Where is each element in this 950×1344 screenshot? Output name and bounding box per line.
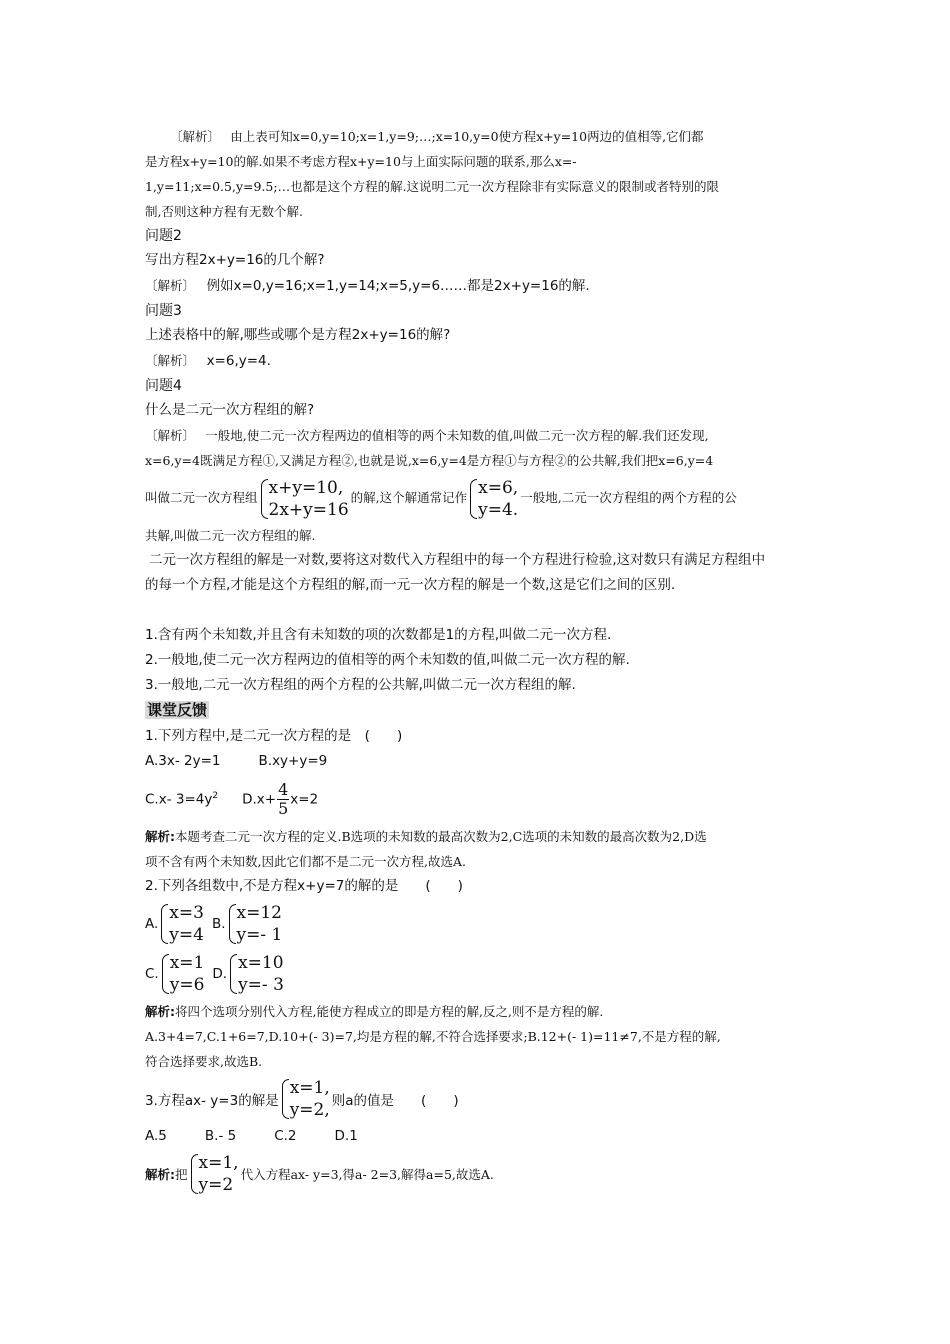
- feedback-q1-options-ab: [145, 749, 805, 774]
- option-c: C.2: [274, 1128, 297, 1144]
- equation-system: x=12 y=- 1: [228, 902, 283, 946]
- feedback-q1-solution: [145, 824, 805, 849]
- analysis-block-3: [145, 348, 805, 374]
- solution-label: 解析:: [145, 829, 175, 844]
- option-b: B. x=12 y=- 1: [211, 903, 283, 945]
- analysis-line: 是方程x+y=10的解.如果不考虑方程x+y=10与上面实际问题的联系,那么x=-: [145, 154, 577, 169]
- option-c: C.x- $3=4y^2$: [145, 790, 219, 808]
- question-text: 上述表格中的解,哪些或哪个是方程2x+y=16的解?: [145, 327, 451, 343]
- key-point: 1.含有两个未知数,并且含有未知数的项的次数都是1的方程,叫做二元一次方程.: [145, 627, 612, 643]
- section-heading: [145, 698, 805, 724]
- equation-system: x=1, y=2,: [281, 1077, 330, 1121]
- analysis-label: 〔解析〕: [145, 278, 189, 293]
- solution-text: 本题考查二元一次方程的定义.B选项的未知数的最高次数为2,C选项的未知数的最高次数为2,D选: [175, 829, 707, 844]
- question-title: 问题4: [145, 378, 182, 394]
- solution-text: 代入方程ax- y=3,得a- 2=3,解得a=5,故选A.: [240, 1167, 494, 1182]
- feedback-q2-solution: [145, 999, 805, 1024]
- question-text: 什么是二元一次方程组的解?: [145, 402, 315, 418]
- analysis-block-4: [145, 423, 805, 448]
- solution-label: 解析:: [145, 1167, 175, 1182]
- option-a: A.5: [145, 1128, 167, 1144]
- analysis-line: 1,y=11;x=0.5,y=9.5;…也都是这个方程的解.这说明二元一次方程除非有实际意义的限制或者特别的限: [145, 179, 720, 194]
- equation-system: x=10 y=- 3: [229, 952, 284, 996]
- analysis-text: x=6,y=4.: [206, 353, 271, 369]
- solution-line: A.3+4=7,C.1+6=7,D.10+(- 3)=7,均是方程的解,不符合选择要求;B.12+(- 1)=11≠7,不是方程的解,: [145, 1029, 721, 1044]
- equation-system: x+y=10, 2x+y=16: [260, 477, 349, 521]
- analysis-label: 〔解析〕: [170, 129, 214, 144]
- analysis-line-with-systems: [145, 473, 805, 523]
- feedback-q3-stem: 3.方程ax- y=3的解是 x=1, y=2, 则a的值是 ( ): [145, 1078, 459, 1120]
- fraction: $\frac{4}{5}$: [278, 779, 289, 818]
- equation-system: x=1 y=6: [161, 952, 205, 996]
- document-page: [145, 124, 805, 1199]
- feedback-q2-options-cd: [145, 949, 805, 999]
- feedback-title: 课堂反馈: [147, 701, 208, 719]
- summary-line: 的每一个方程,才能是这个方程组的解,而一元一次方程的解是一个数,这是它们之间的区别.: [145, 577, 676, 593]
- solution-line: 项不含有两个未知数,因此它们都不是二元一次方程,故选A.: [145, 854, 466, 869]
- summary-line: 二元一次方程组的解是一对数,要将这对数代入方程组中的每一个方程进行检验,这对数只有满足方程组中: [149, 552, 766, 568]
- analysis-line: 共解,叫做二元一次方程组的解.: [145, 528, 316, 543]
- equation-system: x=3 y=4: [160, 902, 204, 946]
- key-point: 3.一般地,二元一次方程组的两个方程的公共解,叫做二元一次方程组的解.: [145, 677, 576, 693]
- feedback-q2-options-ab: [145, 899, 805, 949]
- analysis-line: 制,否则这种方程有无数个解.: [145, 204, 303, 219]
- option-d: D.x+ $\frac{4}{5}$ x=2: [242, 779, 319, 818]
- solution-label: 解析:: [145, 1004, 175, 1019]
- option-b: B.xy+y=9: [258, 753, 328, 769]
- analysis-text: 一般地,使二元一次方程两边的值相等的两个未知数的值,叫做二元一次方程的解.我们还发现,: [205, 428, 709, 443]
- option-a: A.3x- 2y=1: [145, 753, 221, 769]
- analysis-label: 〔解析〕: [145, 353, 189, 368]
- feedback-q1-stem: 1.下列方程中,是二元一次方程的是 ( ): [145, 728, 403, 744]
- solution-text: 将四个选项分别代入方程,能使方程成立的即是方程的解,反之,则不是方程的解.: [175, 1004, 604, 1019]
- analysis-line: x=6,y=4既满足方程①,又满足方程②,也就是说,x=6,y=4是方程①与方程②的公共解,我们把x=6,y=4: [145, 453, 714, 468]
- analysis-text: 例如x=0,y=16;x=1,y=14;x=5,y=6……都是2x+y=16的解.: [206, 278, 590, 294]
- option-c: C. x=1 y=6: [145, 953, 205, 995]
- key-point: 2.一般地,使二元一次方程两边的值相等的两个未知数的值,叫做二元一次方程的解.: [145, 652, 630, 668]
- question-title: 问题3: [145, 303, 182, 319]
- solution-system: x=6, y=4.: [469, 477, 518, 521]
- equation-system: x=1, y=2: [190, 1152, 239, 1196]
- option-d: D.1: [334, 1128, 358, 1144]
- solution-line: 符合选择要求,故选B.: [145, 1054, 263, 1069]
- feedback-q2-stem: 2.下列各组数中,不是方程x+y=7的解的是 ( ): [145, 878, 463, 894]
- feedback-q3-choices: [145, 1124, 805, 1149]
- analysis-text: 叫做二元一次方程组: [145, 490, 258, 505]
- option-a: A. x=3 y=4: [145, 903, 204, 945]
- spacer: [145, 598, 805, 623]
- question-title: 问题2: [145, 228, 182, 244]
- analysis-text: 由上表可知x=0,y=10;x=1,y=9;…;x=10,y=0使方程x+y=10两边的值相等,它们都: [230, 129, 704, 144]
- analysis-block-2: [145, 273, 805, 299]
- option-d: D. x=10 y=- 3: [212, 953, 284, 995]
- analysis-label: 〔解析〕: [145, 428, 189, 443]
- question-text: 写出方程2x+y=16的几个解?: [145, 252, 325, 268]
- analysis-text: 一般地,二元一次方程组的两个方程的公: [520, 490, 737, 505]
- feedback-q3-solution: 解析: 把 x=1, y=2 代入方程ax- y=3,得a- 2=3,解得a=5,故选A.: [145, 1153, 494, 1195]
- option-b: B.- 5: [204, 1128, 237, 1144]
- analysis-block-1: [145, 124, 805, 149]
- analysis-text: 的解,这个解通常记作: [350, 490, 468, 505]
- feedback-q1-options-cd: [145, 774, 805, 824]
